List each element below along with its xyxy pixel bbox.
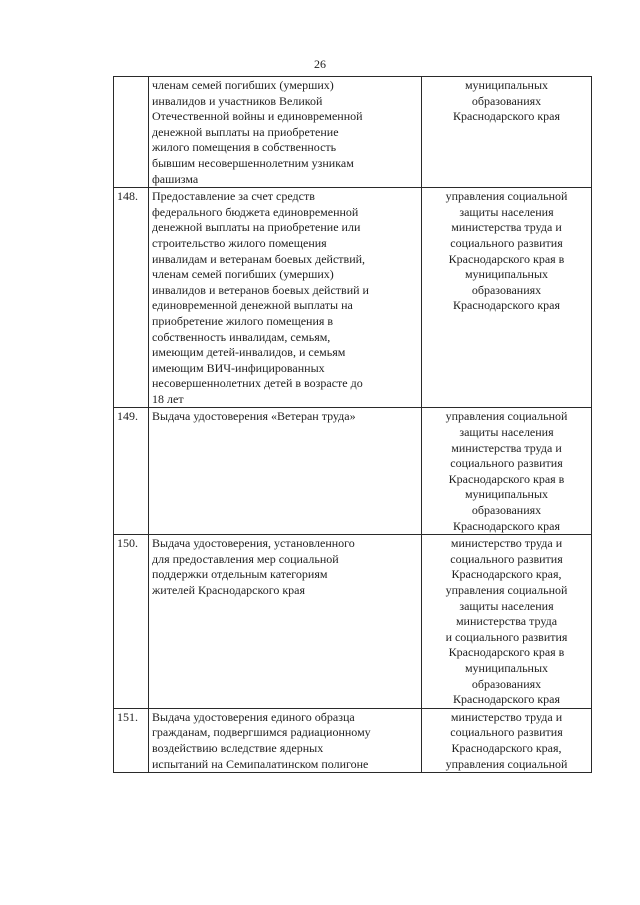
table-row (114, 77, 592, 188)
responsible-org-line: образованиях (471, 93, 542, 108)
responsible-org-line: защиты населения (459, 598, 554, 613)
service-name-line: несовершеннолетних детей в возрасте до (152, 376, 363, 391)
service-name-line: поддержки отдельным категориям (152, 567, 328, 582)
responsible-org-line: Краснодарского края (452, 298, 560, 313)
responsible-org-cell (422, 708, 592, 772)
responsible-org-line: Краснодарского края в (448, 645, 565, 660)
service-name-cell (149, 708, 422, 772)
service-name-line: приобретение жилого помещения в (152, 313, 334, 328)
responsible-org-cell (422, 408, 592, 535)
row-number: 151. (114, 708, 149, 772)
service-name-line: для предоставления мер социальной (152, 551, 339, 566)
service-name-line: строительство жилого помещения (152, 235, 327, 250)
service-name-line: Предоставление за счет средств (152, 189, 315, 204)
responsible-org-line: защиты населения (459, 204, 554, 219)
responsible-org-line: муниципальных (464, 267, 549, 282)
services-table (113, 76, 592, 773)
service-name-line: инвалидам и ветеранам боевых действий, (152, 251, 366, 266)
service-name-cell (149, 188, 422, 408)
service-name-line: бывшим несовершеннолетним узникам (152, 155, 354, 170)
service-name-line: жителей Краснодарского края (152, 583, 306, 597)
service-name-cell (149, 408, 422, 535)
row-number: 149. (114, 408, 149, 535)
row-number: 148. (114, 188, 149, 408)
service-name-line: имеющим детей-инвалидов, и семьям (152, 345, 346, 360)
table-row (114, 408, 592, 535)
table-row (114, 535, 592, 709)
responsible-org-line: муниципальных (464, 487, 549, 502)
service-name-line: членам семей погибших (умерших) (152, 78, 334, 92)
responsible-org-line: Краснодарского края в (448, 471, 565, 486)
service-name-line: денежной выплаты на приобретение или (152, 220, 361, 235)
service-name-cell (149, 535, 422, 709)
responsible-org-line: социального развития (450, 235, 563, 250)
service-name-line: инвалидов и ветеранов боевых действий и (152, 282, 369, 297)
responsible-org-line: социального развития (450, 725, 563, 740)
responsible-org-line: образованиях (471, 676, 542, 691)
responsible-org-line: министерства труда и (451, 220, 562, 235)
service-name-line: имеющим ВИЧ-инфицированных (152, 360, 325, 375)
service-name-line: Выдача удостоверения, установленного (152, 536, 355, 551)
table-row (114, 708, 592, 772)
responsible-org-line: социального развития (450, 551, 563, 566)
responsible-org-line: защиты населения (459, 425, 554, 440)
service-name-line: Выдача удостоверения «Ветеран труда» (152, 409, 356, 424)
service-name-line: воздействию вследствие ядерных (152, 740, 324, 755)
row-number: 150. (114, 535, 149, 709)
table-row (114, 188, 592, 408)
service-name-line: инвалидов и участников Великой (152, 93, 323, 108)
responsible-org-line: управления социальной (445, 756, 568, 771)
responsible-org-line: и социального развития (445, 629, 568, 644)
responsible-org-line: муниципальных (464, 78, 549, 92)
service-name-line: испытаний на Семипалатинском полигоне (152, 756, 369, 771)
responsible-org-line: Краснодарского края в (448, 251, 565, 266)
responsible-org-line: Краснодарского края, (451, 567, 562, 582)
service-name-line: собственность инвалидам, семьям, (152, 329, 331, 344)
responsible-org-line: министерство труда и (450, 536, 563, 551)
table-body (114, 77, 592, 773)
responsible-org-line: муниципальных (464, 660, 549, 675)
service-name-line: фашизма (152, 171, 199, 186)
responsible-org-line: Краснодарского края (452, 518, 560, 533)
responsible-org-line: социального развития (450, 456, 563, 471)
service-name-line: единовременной денежной выплаты на (152, 298, 353, 313)
service-name-line: жилого помещения в собственность (152, 140, 337, 155)
responsible-org-cell (422, 535, 592, 709)
responsible-org-line: Краснодарского края (452, 692, 560, 707)
responsible-org-line: управления социальной (445, 189, 568, 204)
responsible-org-line: образованиях (471, 503, 542, 518)
service-name-line: денежной выплаты на приобретение (152, 124, 339, 139)
responsible-org-line: министерство труда и (450, 709, 563, 724)
responsible-org-cell (422, 188, 592, 408)
service-name-line: членам семей погибших (умерших) (152, 267, 334, 282)
service-name-line: федерального бюджета единовременной (152, 204, 359, 219)
responsible-org-cell (422, 77, 592, 188)
responsible-org-line: министерства труда (455, 614, 558, 629)
page-number: 26 (314, 57, 326, 71)
service-name-line: Отечественной войны и единовременной (152, 109, 363, 124)
service-name-line: Выдача удостоверения единого образца (152, 709, 355, 724)
responsible-org-line: министерства труда и (451, 440, 562, 455)
responsible-org-line: Краснодарского края, (451, 740, 562, 755)
responsible-org-line: управления социальной (445, 583, 568, 597)
service-name-line: гражданам, подвергшимся радиационному (152, 725, 371, 740)
responsible-org-line: Краснодарского края (452, 109, 560, 124)
responsible-org-line: образованиях (471, 282, 542, 297)
service-name-cell (149, 77, 422, 188)
row-number (114, 77, 149, 188)
service-name-line: 18 лет (152, 391, 184, 406)
responsible-org-line: управления социальной (445, 409, 568, 424)
